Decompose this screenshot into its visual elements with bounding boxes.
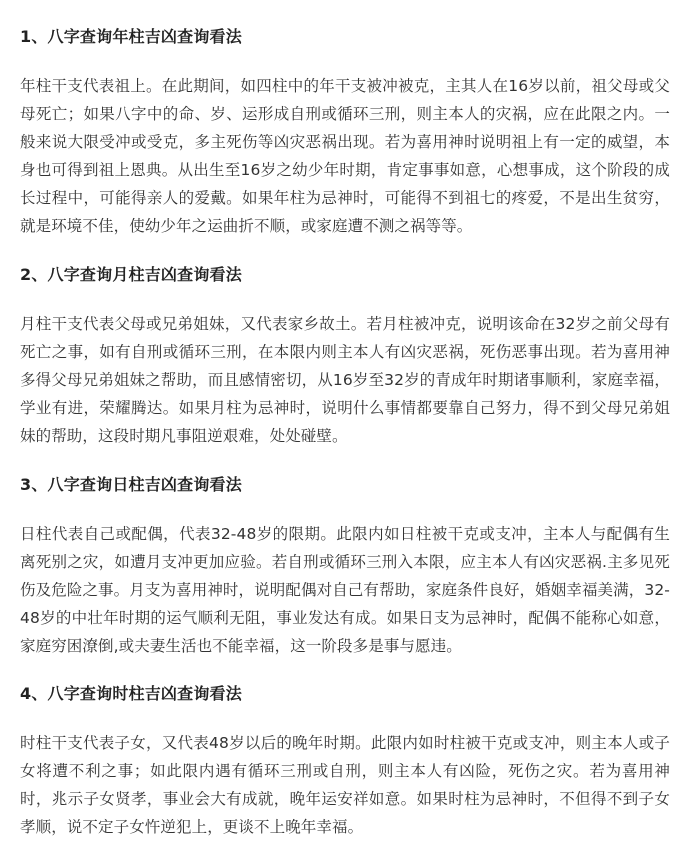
section-heading: 2、八字查询月柱吉凶查询看法 [20,265,242,284]
section-heading: 4、八字查询时柱吉凶查询看法 [20,684,242,703]
section-year-pillar [20,0,670,240]
section-heading: 1、八字查询年柱吉凶查询看法 [20,27,242,46]
section-hour-pillar [20,683,670,841]
section-paragraph: 时柱干支代表子女，又代表48岁以后的晚年时期。此限内如时柱被干克或支冲，则主本人或子女将遭不利之事；如此限内遇有循环三刑或自刑，则主本人有凶险，死伤之灾。若为喜用神时，兆示子女贤孝，事业会大有成就，晚年运安祥如意。如果时柱为忌神时，不但得不到子女孝顺，说不定子女忤逆犯上，更谈不上晚年幸福。 [20,734,670,836]
section-month-pillar [20,264,670,450]
section-heading: 3、八字查询日柱吉凶查询看法 [20,475,242,494]
section-day-pillar [20,474,670,660]
section-paragraph: 年柱干支代表祖上。在此期间，如四柱中的年干支被冲被克，主其人在16岁以前，祖父母或父母死亡；如果八字中的命、岁、运形成自刑或循环三刑，则主本人的灾祸，应在此限之内。一般来说大限受冲或受克，多主死伤等凶灾恶祸出现。若为喜用神时说明祖上有一定的威望，本身也可得到祖上恩典。从出生至16岁之幼少年时期，肯定事事如意，心想事成，这个阶段的成长过程中，可能得亲人的爱戴。如果年柱为忌神时，可能得不到祖七的疼爱，不是出生贫穷，就是环境不佳，使幼少年之运曲折不顺，或家庭遭不测之祸等等。 [20,77,670,235]
section-paragraph: 月柱干支代表父母或兄弟姐妹，又代表家乡故土。若月柱被冲克，说明该命在32岁之前父母有死亡之事，如有自刑或循环三刑，在本限内则主本人有凶灾恶祸，死伤恶事出现。若为喜用神多得父母兄弟姐妹之帮助，而且感情密切，从16岁至32岁的青成年时期诸事顺利，家庭幸福，学业有进，荣耀腾达。如果月柱为忌神时，说明什么事情都要靠自己努力，得不到父母兄弟姐妹的帮助，这段时期凡事阻逆艰难，处处碰壁。 [20,315,670,445]
section-paragraph: 日柱代表自己或配偶，代表32-48岁的限期。此限内如日柱被干克或支冲，主本人与配偶有生离死别之灾，如遭月支冲更加应验。若自刑或循环三刑入本限，应主本人有凶灾恶祸.主多见死伤及危险之事。月支为喜用神时，说明配偶对自己有帮助，家庭条件良好，婚姻幸福美满，32-48岁的中壮年时期的运气顺利无阻，事业发达有成。如果日支为忌神时，配偶不能称心如意，家庭穷困潦倒,或夫妻生活也不能幸福，这一阶段多是事与愿违。 [20,525,670,655]
